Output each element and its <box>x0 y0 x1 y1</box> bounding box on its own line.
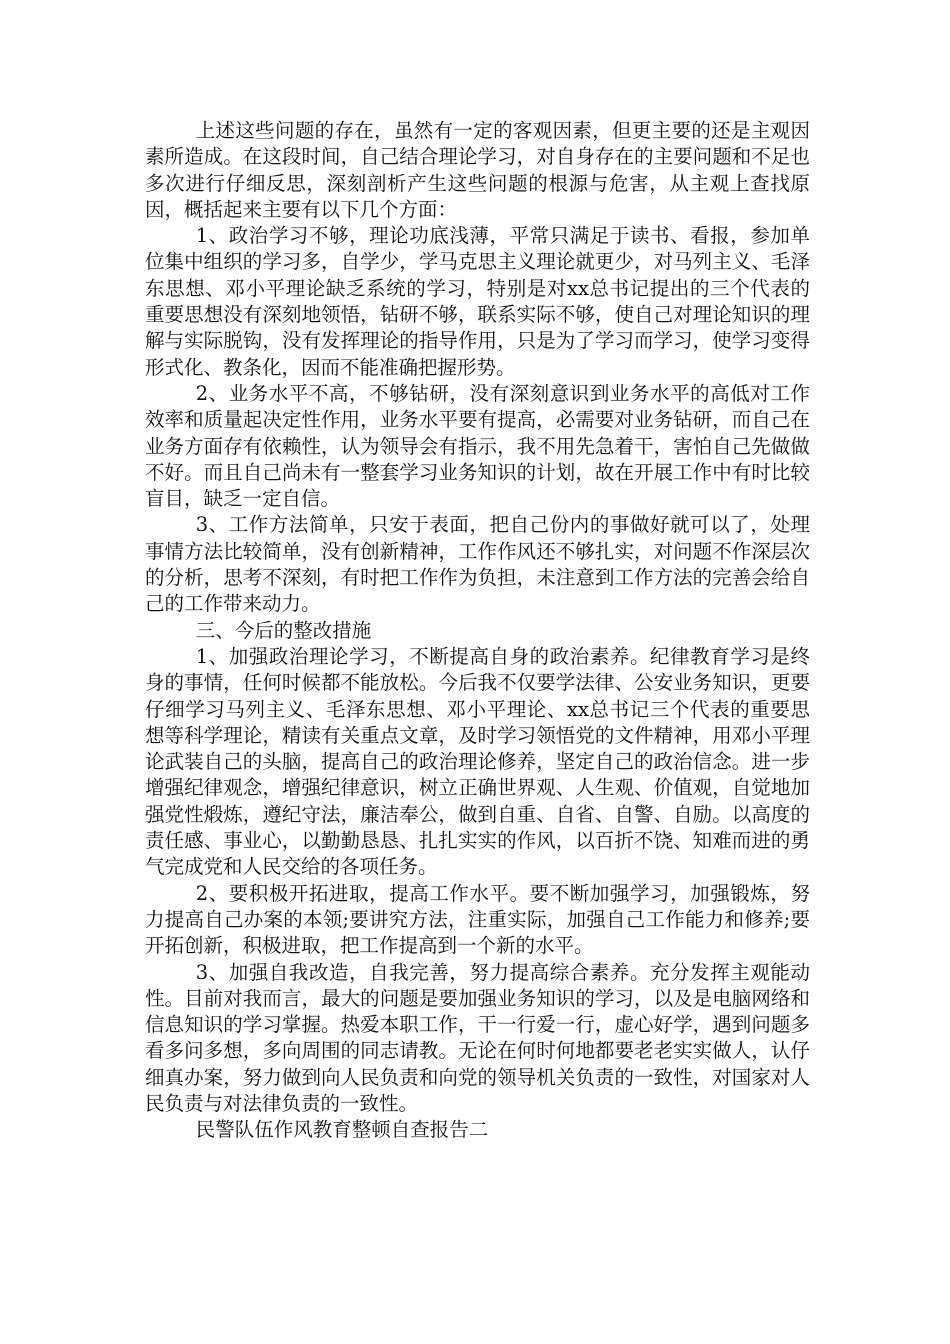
paragraph-problem-3: 3、工作方法简单，只安于表面，把自己份内的事做好就可以了，处理事情方法比较简单，没有创新精神，工作作风还不够扎实，对问题不作深层次的分析，思考不深刻，有时把工作作为负担，未注意到工作方法的完善会给自己的工作带来动力。 <box>145 513 810 616</box>
paragraph-measure-1: 1、加强政治理论学习，不断提高自身的政治素养。纪律教育学习是终身的事情，任何时候都不能放松。今后我不仅要学法律、公安业务知识，更要仔细学习马列主义、毛泽东思想、邓小平理论、xx总书记三个代表的重要思想等科学理论，精读有关重点文章，及时学习领悟党的文件精神，用邓小平理论武装自己的头脑，提高自己的政治理论修养，坚定自己的政治信念。进一步增强纪律观念，增强纪律意识，树立正确世界观、人生观、价值观，自觉地加强党性煅炼，遵纪守法，廉洁奉公，做到自重、自省、自警、自励。以高度的责任感、事业心，以勤勤恳恳、扎扎实实的作风，以百折不饶、知难而进的勇气完成党和人民交给的各项任务。 <box>145 644 810 879</box>
document-body <box>145 118 810 1144</box>
paragraph-problem-2: 2、业务水平不高，不够钻研，没有深刻意识到业务水平的高低对工作效率和质量起决定性作用，业务水平要有提高，必需要对业务钻研，而自己在业务方面存有依赖性，认为领导会有指示，我不用先急着干，害怕自己先做做不好。而且自己尚未有一整套学习业务知识的计划，故在开展工作中有时比较盲目，缺乏一定自信。 <box>145 381 810 511</box>
paragraph-analysis-intro: 上述这些问题的存在，虽然有一定的客观因素，但更主要的还是主观因素所造成。在这段时间，自己结合理论学习，对自身存在的主要问题和不足也多次进行仔细反思，深刻剖析产生这些问题的根源与危害，从主观上查找原因，概括起来主要有以下几个方面： <box>145 119 810 221</box>
next-report-title: 民警队伍作风教育整顿自查报告二 <box>195 1118 489 1142</box>
paragraph-measure-3: 3、加强自我改造，自我完善，努力提高综合素养。充分发挥主观能动性。目前对我而言，最大的问题是要加强业务知识的学习，以及是电脑网络和信息知识的学习掌握。热爱本职工作，干一行爱一行，虚心好学，遇到问题多看多问多想，多向周围的同志请教。无论在何时何地都要老老实实做人，认仔细真办案，努力做到向人民负责和向党的领导机关负责的一致性，对国家对人民负责与对法律负责的一致性。 <box>145 960 810 1115</box>
paragraph-problem-1: 1、政治学习不够，理论功底浅薄，平常只满足于读书、看报，参加单位集中组织的学习多，自学少，学马克思主义理论就更少，对马列主义、毛泽东思想、邓小平理论缺乏系统的学习，特别是对xx总书记提出的三个代表的重要思想没有深刻地领悟，钻研不够，联系实际不够，使自己对理论知识的理解与实际脱钩，没有发挥理论的指导作用，只是为了学习而学习，使学习变得形式化、教条化，因而不能准确把握形势。 <box>145 224 810 379</box>
paragraph-measure-2: 2、要积极开拓进取，提高工作水平。要不断加强学习，加强锻炼，努力提高自己办案的本领;要讲究方法，注重实际，加强自己工作能力和修养;要开拓创新，积极进取，把工作提高到一个新的水平。 <box>145 881 810 958</box>
section-heading-measures: 三、今后的整改措施 <box>195 618 372 642</box>
